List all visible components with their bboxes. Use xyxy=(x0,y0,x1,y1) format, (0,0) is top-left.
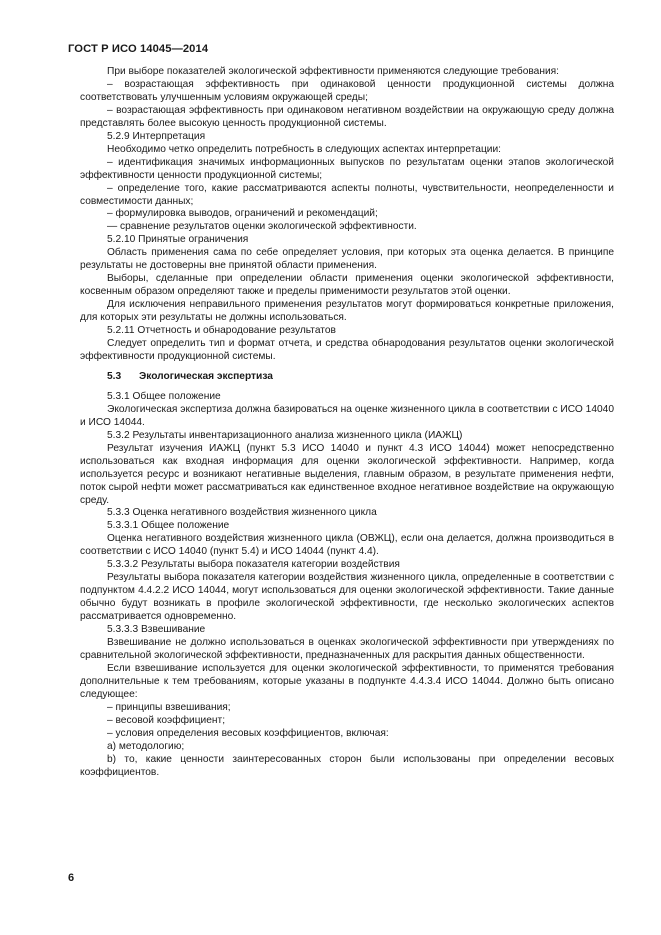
subsection-heading: 5.2.9 Интерпретация xyxy=(107,130,206,142)
paragraph: Следует определить тип и формат отчета, и средства обнародования результатов оценки экологической эффективности продукционной системы. xyxy=(80,338,614,362)
list-item: – условия определения весовых коэффициентов, включая: xyxy=(107,727,389,739)
page-number: 6 xyxy=(68,872,75,884)
list-item: – весовой коэффициент; xyxy=(107,714,226,726)
subsection-heading: 5.3.3.1 Общее положение xyxy=(107,520,230,532)
list-item: – принципы взвешивания; xyxy=(107,701,231,713)
paragraph: Область применения сама по себе определяет условия, при которых эта оценка делается. В принципе результаты не достоверны вне принятой области применения. xyxy=(80,247,614,272)
paragraph: Необходимо четко определить потребность в следующих аспектах интерпретации: xyxy=(107,143,502,155)
list-item: a) методологию; xyxy=(107,740,185,752)
list-item: – определение того, какие рассматриваются аспекты полноты, чувствительности, неопределенности и совместимости данных; xyxy=(80,182,614,207)
subsection-heading: 5.3.1 Общее положение xyxy=(107,390,221,402)
paragraph: Выборы, сделанные при определении области применения оценки экологической эффективности, косвенным образом определяют также и пределы применимости результатов этой оценки. xyxy=(80,273,614,298)
list-item: – формулировка выводов, ограничений и рекомендаций; xyxy=(107,208,378,220)
paragraph: При выборе показателей экологической эффективности применяются следующие требования: xyxy=(107,66,559,77)
list-item: — сравнение результатов оценки экологической эффективности. xyxy=(107,221,417,233)
paragraph: Результаты выбора показателя категории воздействия жизненного цикла, определенные в соответствии с подпунктом 4.4.2.2 ИСО 14044, могут использоваться для оценки экологической эффективности. Такие данные обычно будут возникать в профиле экологической эффективности, где несколько экологических аспектов рассматривается одновременно. xyxy=(80,572,614,623)
paragraph: Если взвешивание используется для оценки экологической эффективности, то применятся требования дополнительные к тем требованиям, которые указаны в подпункте 4.4.3.4 ИСО 14044. Должно быть описано следующее: xyxy=(80,662,614,700)
page-body xyxy=(80,66,614,779)
subsection-heading: 5.2.10 Принятые ограничения xyxy=(107,234,249,246)
paragraph: Взвешивание не должно использоваться в оценках экологической эффективности при утверждениях по сравнительной экологической эффективности, предназначенных для раскрытия данных общественности. xyxy=(80,636,614,661)
paragraph: Результат изучения ИАЖЦ (пункт 5.3 ИСО 14040 и пункт 4.3 ИСО 14044) может непосредственно использоваться как входная информация для оценки экологической эффективности. Например, когда используется ресурс и возникают негативные выделения, главным образом, в результате применения нефти, поток сырой нефти может рассматриваться как единственное входное негативное воздействие на окружающую среду. xyxy=(80,442,614,506)
list-item: – возрастающая эффективность при одинаковом негативном воздействии на окружающую среду должна представлять более высокую ценность продукционной системы. xyxy=(80,104,614,129)
paragraph: Оценка негативного воздействия жизненного цикла (ОВЖЦ), если она делается, должна производиться в соответствии с ИСО 14040 (пункт 5.4) и ИСО 14044 (пункт 4.4). xyxy=(80,533,614,558)
paragraph: Для исключения неправильного применения результатов могут формироваться конкретные приложения, для которых эти результаты не должны использоваться. xyxy=(80,299,614,324)
list-item: – идентификация значимых информационных выпусков по результатам оценки этапов экологической эффективности ценности продукционной системы; xyxy=(80,156,614,181)
section-number: 5.3 xyxy=(107,370,122,382)
paragraph: Экологическая экспертиза должна базироваться на оценке жизненного цикла в соответствии с ИСО 14040 и ИСО 14044. xyxy=(80,403,614,428)
list-item: b) то, какие ценности заинтересованных сторон были использованы при определении весовых коэффициентов. xyxy=(80,753,614,778)
subsection-heading: 5.3.2 Результаты инвентаризационного анализа жизненного цикла (ИАЖЦ) xyxy=(107,429,463,441)
subsection-heading: 5.2.11 Отчетность и обнародование результатов xyxy=(107,325,336,337)
document-header: ГОСТ Р ИСО 14045—2014 xyxy=(68,43,209,55)
section-title: Экологическая экспертиза xyxy=(139,370,273,382)
subsection-heading: 5.3.3 Оценка негативного воздействия жизненного цикла xyxy=(107,507,377,519)
subsection-heading: 5.3.3.2 Результаты выбора показателя категории воздействия xyxy=(107,559,400,571)
list-item: – возрастающая эффективность при одинаковой ценности продукционной системы должна соответствовать улучшенным условиям окружающей среды; xyxy=(80,78,614,103)
subsection-heading: 5.3.3.3 Взвешивание xyxy=(107,624,206,636)
section-heading xyxy=(80,371,614,384)
